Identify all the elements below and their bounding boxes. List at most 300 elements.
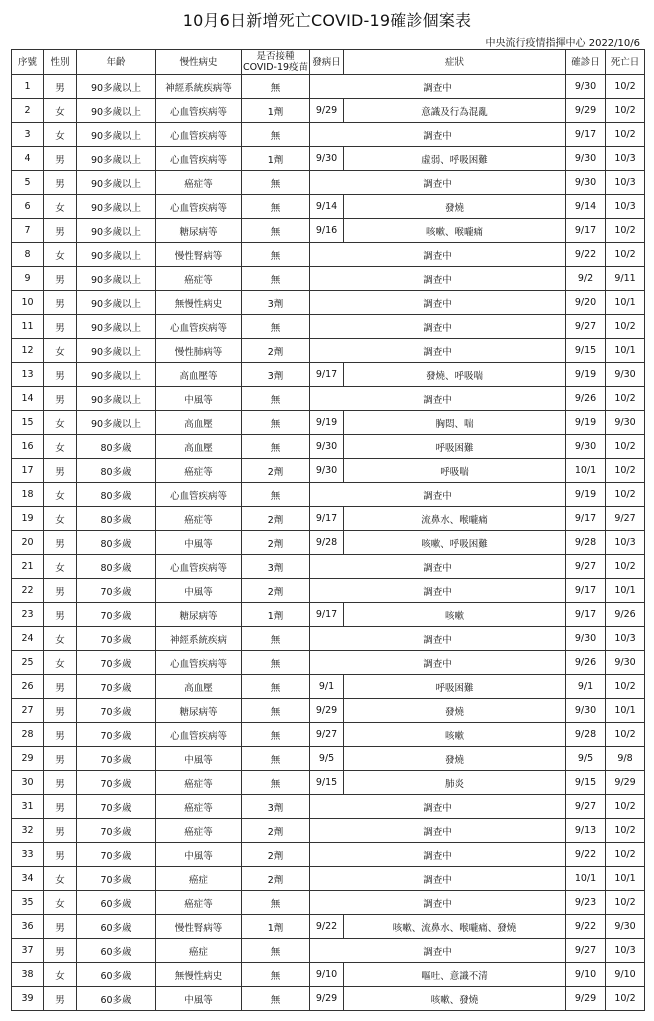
cell-death: 9/30 xyxy=(606,915,645,939)
cell-chronic: 神經系統疾病 xyxy=(156,627,242,651)
cell-symptoms: 調查中 xyxy=(310,795,566,819)
cell-vaccine: 無 xyxy=(242,987,310,1011)
cell-onset: 9/19 xyxy=(310,411,344,435)
cell-vaccine: 無 xyxy=(242,723,310,747)
cell-age: 80多歲 xyxy=(77,507,156,531)
cell-onset: 9/30 xyxy=(310,147,344,171)
cell-confirmed: 9/22 xyxy=(566,915,606,939)
table-row xyxy=(12,915,645,939)
cell-age: 70多歲 xyxy=(77,747,156,771)
cell-death: 10/2 xyxy=(606,819,645,843)
cell-death: 10/2 xyxy=(606,387,645,411)
cell-chronic: 中風等 xyxy=(156,747,242,771)
cell-death: 10/2 xyxy=(606,123,645,147)
cell-death: 10/1 xyxy=(606,291,645,315)
cell-age: 90多歲以上 xyxy=(77,387,156,411)
cell-symptoms: 調查中 xyxy=(310,819,566,843)
cell-confirmed: 9/17 xyxy=(566,123,606,147)
cell-confirmed: 9/22 xyxy=(566,843,606,867)
cell-vaccine: 3劑 xyxy=(242,795,310,819)
cell-confirmed: 10/1 xyxy=(566,867,606,891)
cell-vaccine: 無 xyxy=(242,939,310,963)
cell-onset: 9/30 xyxy=(310,435,344,459)
cell-age: 70多歲 xyxy=(77,723,156,747)
cell-vaccine: 無 xyxy=(242,651,310,675)
table-row xyxy=(12,507,645,531)
cell-age: 60多歲 xyxy=(77,915,156,939)
cell-chronic: 中風等 xyxy=(156,531,242,555)
cell-symptoms: 咳嗽、發燒 xyxy=(344,987,566,1011)
cell-death: 10/3 xyxy=(606,939,645,963)
table-row xyxy=(12,843,645,867)
cell-confirmed: 9/23 xyxy=(566,891,606,915)
cell-death: 9/30 xyxy=(606,411,645,435)
cell-no: 5 xyxy=(12,171,44,195)
cell-chronic: 癌症 xyxy=(156,939,242,963)
cell-sex: 男 xyxy=(44,387,77,411)
cell-confirmed: 9/19 xyxy=(566,483,606,507)
cell-chronic: 心血管疾病等 xyxy=(156,123,242,147)
cell-vaccine: 1劑 xyxy=(242,603,310,627)
cell-confirmed: 9/1 xyxy=(566,675,606,699)
cell-age: 80多歲 xyxy=(77,555,156,579)
table-row xyxy=(12,267,645,291)
cell-no: 13 xyxy=(12,363,44,387)
table-row xyxy=(12,315,645,339)
cell-vaccine: 無 xyxy=(242,483,310,507)
cell-no: 21 xyxy=(12,555,44,579)
table-row xyxy=(12,123,645,147)
cell-no: 4 xyxy=(12,147,44,171)
table-row xyxy=(12,603,645,627)
cell-confirmed: 9/30 xyxy=(566,171,606,195)
cell-confirmed: 9/26 xyxy=(566,651,606,675)
cell-no: 39 xyxy=(12,987,44,1011)
cell-confirmed: 9/29 xyxy=(566,99,606,123)
cell-no: 33 xyxy=(12,843,44,867)
cell-chronic: 心血管疾病等 xyxy=(156,315,242,339)
cell-symptoms: 調查中 xyxy=(310,891,566,915)
cell-onset: 9/17 xyxy=(310,363,344,387)
cell-vaccine: 無 xyxy=(242,963,310,987)
cell-death: 9/30 xyxy=(606,363,645,387)
cell-death: 10/3 xyxy=(606,171,645,195)
cell-vaccine: 2劑 xyxy=(242,459,310,483)
cell-sex: 女 xyxy=(44,627,77,651)
cell-chronic: 癌症等 xyxy=(156,771,242,795)
table-row xyxy=(12,195,645,219)
cell-death: 9/29 xyxy=(606,771,645,795)
cell-sex: 男 xyxy=(44,987,77,1011)
cell-no: 22 xyxy=(12,579,44,603)
cell-confirmed: 9/13 xyxy=(566,819,606,843)
cell-onset: 9/29 xyxy=(310,99,344,123)
cell-confirmed: 9/28 xyxy=(566,531,606,555)
cell-vaccine: 2劑 xyxy=(242,507,310,531)
cell-sex: 男 xyxy=(44,603,77,627)
cell-death: 10/1 xyxy=(606,579,645,603)
cell-symptoms: 調查中 xyxy=(310,123,566,147)
table-row xyxy=(12,75,645,99)
cell-age: 70多歲 xyxy=(77,627,156,651)
cell-vaccine: 無 xyxy=(242,267,310,291)
cell-age: 60多歲 xyxy=(77,987,156,1011)
cell-confirmed: 10/1 xyxy=(566,459,606,483)
cell-sex: 男 xyxy=(44,219,77,243)
cell-no: 6 xyxy=(12,195,44,219)
header-onset: 發病日 xyxy=(310,50,344,75)
cell-age: 90多歲以上 xyxy=(77,147,156,171)
cell-symptoms: 調查中 xyxy=(310,867,566,891)
cell-sex: 女 xyxy=(44,411,77,435)
cell-death: 10/2 xyxy=(606,987,645,1011)
cell-confirmed: 9/30 xyxy=(566,75,606,99)
cell-death: 10/2 xyxy=(606,99,645,123)
cell-age: 70多歲 xyxy=(77,603,156,627)
cell-sex: 男 xyxy=(44,771,77,795)
cell-symptoms: 咳嗽 xyxy=(344,723,566,747)
cell-confirmed: 9/30 xyxy=(566,435,606,459)
cell-confirmed: 9/17 xyxy=(566,507,606,531)
cell-vaccine: 無 xyxy=(242,411,310,435)
table-row xyxy=(12,555,645,579)
cell-chronic: 高血壓 xyxy=(156,435,242,459)
cell-chronic: 糖尿病等 xyxy=(156,603,242,627)
table-row xyxy=(12,891,645,915)
cell-sex: 男 xyxy=(44,147,77,171)
cell-vaccine: 無 xyxy=(242,747,310,771)
cell-vaccine: 無 xyxy=(242,123,310,147)
cell-no: 37 xyxy=(12,939,44,963)
cell-confirmed: 9/30 xyxy=(566,627,606,651)
cell-chronic: 高血壓 xyxy=(156,675,242,699)
cell-onset: 9/27 xyxy=(310,723,344,747)
table-row xyxy=(12,987,645,1011)
cell-no: 29 xyxy=(12,747,44,771)
cell-symptoms: 咳嗽、呼吸困難 xyxy=(344,531,566,555)
cell-vaccine: 無 xyxy=(242,243,310,267)
cell-death: 10/2 xyxy=(606,795,645,819)
table-row xyxy=(12,219,645,243)
cell-confirmed: 9/30 xyxy=(566,699,606,723)
cell-age: 90多歲以上 xyxy=(77,195,156,219)
cell-confirmed: 9/19 xyxy=(566,363,606,387)
table-row xyxy=(12,579,645,603)
cell-age: 90多歲以上 xyxy=(77,291,156,315)
cell-no: 34 xyxy=(12,867,44,891)
table-row xyxy=(12,747,645,771)
cell-onset: 9/30 xyxy=(310,459,344,483)
cell-sex: 男 xyxy=(44,675,77,699)
cell-no: 38 xyxy=(12,963,44,987)
cell-onset: 9/1 xyxy=(310,675,344,699)
cell-vaccine: 3劑 xyxy=(242,291,310,315)
table-row xyxy=(12,243,645,267)
cell-vaccine: 無 xyxy=(242,891,310,915)
cell-onset: 9/15 xyxy=(310,771,344,795)
cell-age: 70多歲 xyxy=(77,795,156,819)
cell-chronic: 心血管疾病等 xyxy=(156,195,242,219)
table-row xyxy=(12,411,645,435)
cell-age: 80多歲 xyxy=(77,531,156,555)
cell-death: 10/2 xyxy=(606,723,645,747)
cell-vaccine: 2劑 xyxy=(242,819,310,843)
cell-death: 10/1 xyxy=(606,699,645,723)
cell-no: 17 xyxy=(12,459,44,483)
cell-onset: 9/29 xyxy=(310,699,344,723)
table-row xyxy=(12,339,645,363)
table-row xyxy=(12,147,645,171)
table-row xyxy=(12,531,645,555)
cell-sex: 女 xyxy=(44,99,77,123)
cell-sex: 男 xyxy=(44,291,77,315)
cell-no: 31 xyxy=(12,795,44,819)
cell-sex: 男 xyxy=(44,531,77,555)
cell-chronic: 慢性肺病等 xyxy=(156,339,242,363)
header-vaccine-line2: COVID-19疫苗 xyxy=(242,62,309,73)
cell-age: 90多歲以上 xyxy=(77,75,156,99)
cell-age: 70多歲 xyxy=(77,699,156,723)
cell-no: 11 xyxy=(12,315,44,339)
cell-symptoms: 發燒 xyxy=(344,747,566,771)
cell-vaccine: 2劑 xyxy=(242,867,310,891)
header-vaccine-line1: 是否接種 xyxy=(256,51,295,62)
cell-death: 10/2 xyxy=(606,459,645,483)
table-row xyxy=(12,387,645,411)
cell-symptoms: 調查中 xyxy=(310,243,566,267)
table-row xyxy=(12,723,645,747)
cell-symptoms: 胸悶、喘 xyxy=(344,411,566,435)
table-row xyxy=(12,771,645,795)
cell-symptoms: 呼吸困難 xyxy=(344,675,566,699)
cell-sex: 女 xyxy=(44,867,77,891)
cell-vaccine: 無 xyxy=(242,771,310,795)
cell-age: 90多歲以上 xyxy=(77,267,156,291)
cell-chronic: 中風等 xyxy=(156,387,242,411)
cell-no: 36 xyxy=(12,915,44,939)
cell-age: 60多歲 xyxy=(77,939,156,963)
cell-death: 10/2 xyxy=(606,843,645,867)
cell-vaccine: 1劑 xyxy=(242,147,310,171)
cell-symptoms: 意識及行為混亂 xyxy=(344,99,566,123)
cell-confirmed: 9/26 xyxy=(566,387,606,411)
cell-symptoms: 調查中 xyxy=(310,267,566,291)
cell-symptoms: 調查中 xyxy=(310,483,566,507)
cell-confirmed: 9/27 xyxy=(566,315,606,339)
cell-confirmed: 9/15 xyxy=(566,339,606,363)
cell-confirmed: 9/28 xyxy=(566,723,606,747)
cell-symptoms: 呼吸喘 xyxy=(344,459,566,483)
cell-vaccine: 無 xyxy=(242,75,310,99)
cell-sex: 女 xyxy=(44,195,77,219)
cell-sex: 男 xyxy=(44,459,77,483)
cell-death: 10/2 xyxy=(606,555,645,579)
cell-sex: 女 xyxy=(44,123,77,147)
cell-confirmed: 9/27 xyxy=(566,555,606,579)
cell-confirmed: 9/27 xyxy=(566,795,606,819)
cell-death: 9/10 xyxy=(606,963,645,987)
cell-sex: 男 xyxy=(44,699,77,723)
cell-vaccine: 無 xyxy=(242,387,310,411)
cell-symptoms: 肺炎 xyxy=(344,771,566,795)
cell-death: 10/2 xyxy=(606,219,645,243)
cell-sex: 男 xyxy=(44,75,77,99)
cell-sex: 男 xyxy=(44,171,77,195)
cell-symptoms: 發燒 xyxy=(344,195,566,219)
cell-no: 25 xyxy=(12,651,44,675)
cell-symptoms: 嘔吐、意識不清 xyxy=(344,963,566,987)
cell-onset: 9/16 xyxy=(310,219,344,243)
cell-vaccine: 2劑 xyxy=(242,579,310,603)
cell-chronic: 無慢性病史 xyxy=(156,291,242,315)
table-row xyxy=(12,291,645,315)
cell-chronic: 糖尿病等 xyxy=(156,219,242,243)
cell-no: 24 xyxy=(12,627,44,651)
cell-age: 90多歲以上 xyxy=(77,171,156,195)
cell-symptoms: 虛弱、呼吸困難 xyxy=(344,147,566,171)
cell-no: 20 xyxy=(12,531,44,555)
cell-confirmed: 9/29 xyxy=(566,987,606,1011)
cell-sex: 男 xyxy=(44,843,77,867)
cell-sex: 女 xyxy=(44,483,77,507)
cell-age: 80多歲 xyxy=(77,483,156,507)
cell-death: 9/30 xyxy=(606,651,645,675)
cell-vaccine: 無 xyxy=(242,219,310,243)
table-row xyxy=(12,795,645,819)
cell-chronic: 心血管疾病等 xyxy=(156,483,242,507)
cell-vaccine: 無 xyxy=(242,435,310,459)
cell-age: 90多歲以上 xyxy=(77,315,156,339)
cell-chronic: 中風等 xyxy=(156,579,242,603)
cell-age: 70多歲 xyxy=(77,819,156,843)
cell-vaccine: 無 xyxy=(242,675,310,699)
cell-age: 90多歲以上 xyxy=(77,219,156,243)
page-title: 10月6日新增死亡COVID-19確診個案表 xyxy=(182,11,472,30)
cell-death: 10/1 xyxy=(606,339,645,363)
cell-no: 12 xyxy=(12,339,44,363)
cell-no: 32 xyxy=(12,819,44,843)
cell-no: 2 xyxy=(12,99,44,123)
cell-confirmed: 9/19 xyxy=(566,411,606,435)
cell-symptoms: 調查中 xyxy=(310,843,566,867)
cell-vaccine: 3劑 xyxy=(242,363,310,387)
cell-chronic: 癌症等 xyxy=(156,507,242,531)
header-vaccine xyxy=(242,50,310,75)
cell-sex: 男 xyxy=(44,915,77,939)
cell-confirmed: 9/17 xyxy=(566,219,606,243)
cell-onset: 9/10 xyxy=(310,963,344,987)
table-row xyxy=(12,435,645,459)
cell-symptoms: 調查中 xyxy=(310,651,566,675)
cell-symptoms: 發燒 xyxy=(344,699,566,723)
cell-chronic: 癌症等 xyxy=(156,891,242,915)
cell-symptoms: 調查中 xyxy=(310,75,566,99)
cell-no: 10 xyxy=(12,291,44,315)
cell-age: 60多歲 xyxy=(77,891,156,915)
cell-sex: 女 xyxy=(44,507,77,531)
cell-sex: 男 xyxy=(44,579,77,603)
cell-sex: 男 xyxy=(44,363,77,387)
cell-sex: 男 xyxy=(44,747,77,771)
cell-chronic: 癌症等 xyxy=(156,267,242,291)
cell-chronic: 無慢性病史 xyxy=(156,963,242,987)
cell-symptoms: 調查中 xyxy=(310,579,566,603)
cell-chronic: 心血管疾病等 xyxy=(156,555,242,579)
cell-chronic: 中風等 xyxy=(156,987,242,1011)
cell-no: 30 xyxy=(12,771,44,795)
table-row xyxy=(12,939,645,963)
cell-no: 19 xyxy=(12,507,44,531)
cell-symptoms: 調查中 xyxy=(310,555,566,579)
cell-sex: 男 xyxy=(44,795,77,819)
cell-chronic: 中風等 xyxy=(156,843,242,867)
table-row xyxy=(12,651,645,675)
death-cases-table xyxy=(11,49,645,1011)
cell-age: 90多歲以上 xyxy=(77,243,156,267)
cell-symptoms: 呼吸困難 xyxy=(344,435,566,459)
cell-death: 9/11 xyxy=(606,267,645,291)
cell-death: 10/2 xyxy=(606,891,645,915)
cell-no: 23 xyxy=(12,603,44,627)
table-row xyxy=(12,867,645,891)
cell-death: 10/3 xyxy=(606,531,645,555)
cell-chronic: 癌症等 xyxy=(156,819,242,843)
cell-confirmed: 9/17 xyxy=(566,603,606,627)
cell-death: 10/2 xyxy=(606,435,645,459)
cell-sex: 女 xyxy=(44,891,77,915)
cell-symptoms: 調查中 xyxy=(310,387,566,411)
cell-symptoms: 發燒、呼吸喘 xyxy=(344,363,566,387)
cell-sex: 男 xyxy=(44,315,77,339)
cell-no: 35 xyxy=(12,891,44,915)
cell-vaccine: 1劑 xyxy=(242,915,310,939)
cell-vaccine: 3劑 xyxy=(242,555,310,579)
cell-chronic: 心血管疾病等 xyxy=(156,723,242,747)
cell-age: 90多歲以上 xyxy=(77,339,156,363)
cell-symptoms: 調查中 xyxy=(310,627,566,651)
cell-chronic: 慢性腎病等 xyxy=(156,243,242,267)
cell-no: 26 xyxy=(12,675,44,699)
cell-age: 70多歲 xyxy=(77,843,156,867)
cell-symptoms: 咳嗽 xyxy=(344,603,566,627)
cell-no: 1 xyxy=(12,75,44,99)
cell-age: 80多歲 xyxy=(77,435,156,459)
cell-age: 70多歲 xyxy=(77,651,156,675)
cell-vaccine: 2劑 xyxy=(242,843,310,867)
cell-chronic: 癌症等 xyxy=(156,459,242,483)
cell-chronic: 高血壓等 xyxy=(156,363,242,387)
cell-symptoms: 流鼻水、喉嚨痛 xyxy=(344,507,566,531)
cell-chronic: 癌症等 xyxy=(156,171,242,195)
cell-chronic: 心血管疾病等 xyxy=(156,147,242,171)
cell-chronic: 高血壓 xyxy=(156,411,242,435)
cell-age: 90多歲以上 xyxy=(77,123,156,147)
cell-age: 70多歲 xyxy=(77,675,156,699)
cell-confirmed: 9/14 xyxy=(566,195,606,219)
table-row xyxy=(12,171,645,195)
cell-symptoms: 咳嗽、喉嚨痛 xyxy=(344,219,566,243)
table-body xyxy=(12,75,645,1011)
cell-age: 90多歲以上 xyxy=(77,363,156,387)
cell-vaccine: 2劑 xyxy=(242,339,310,363)
cell-confirmed: 9/15 xyxy=(566,771,606,795)
cell-no: 8 xyxy=(12,243,44,267)
cell-no: 28 xyxy=(12,723,44,747)
cell-death: 9/27 xyxy=(606,507,645,531)
header-sex: 性別 xyxy=(44,50,77,75)
cell-vaccine: 無 xyxy=(242,195,310,219)
cell-onset: 9/17 xyxy=(310,507,344,531)
